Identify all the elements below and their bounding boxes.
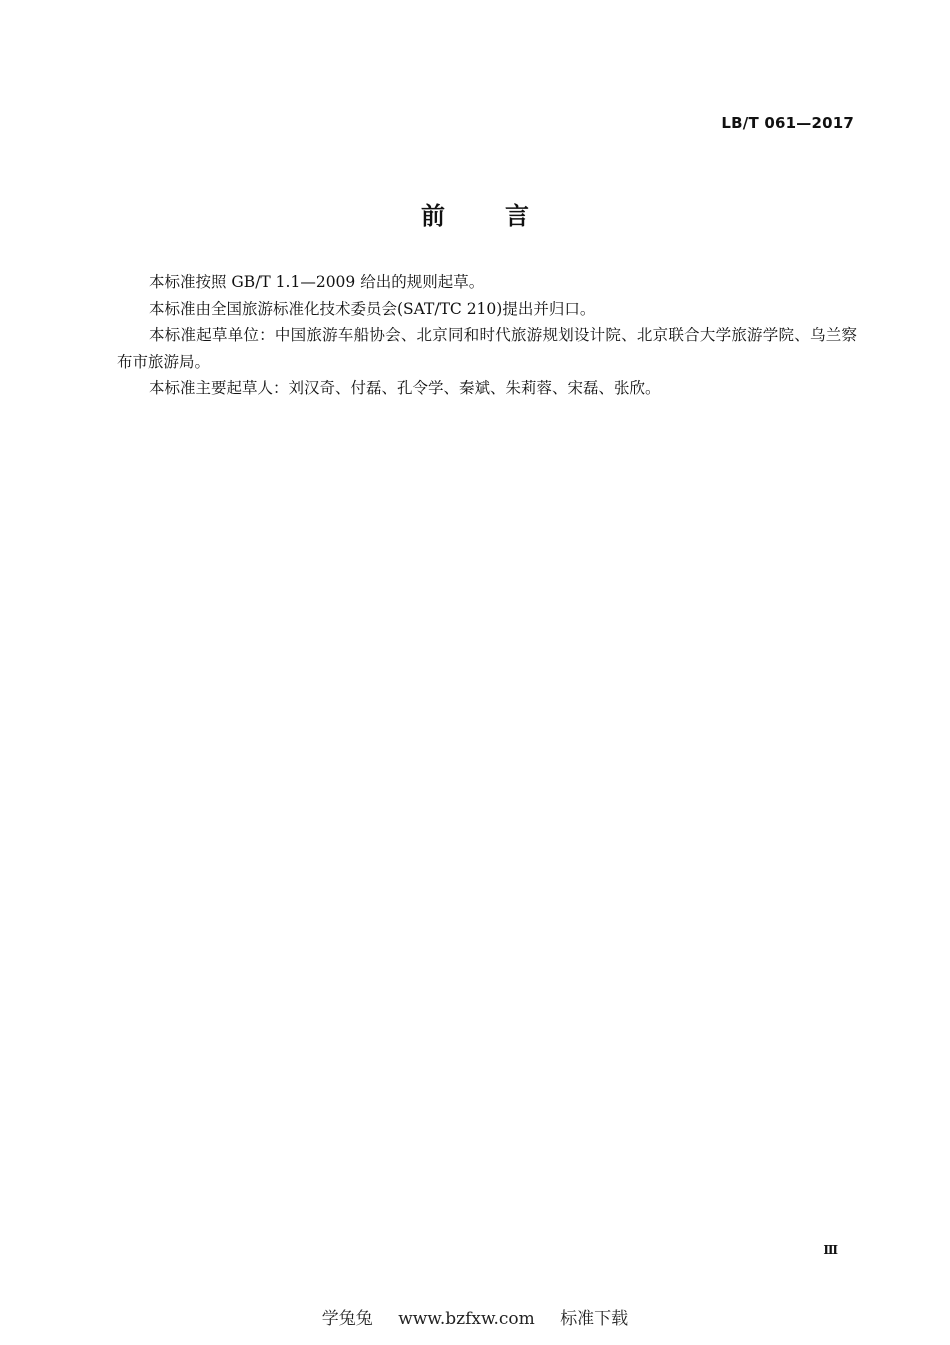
paragraph-drafters: 本标准主要起草人：刘汉奇、付磊、孔令学、秦斌、朱莉蓉、宋磊、张欣。	[149, 379, 661, 397]
watermark-site-name: 学兔兔	[321, 1309, 373, 1329]
watermark-url: www.bzfxw.com	[398, 1309, 535, 1329]
paragraph-drafting-units: 本标准起草单位：中国旅游车船协会、北京同和时代旅游规划设计院、北京联合大学旅游学院、乌兰察布市旅游局。	[117, 326, 857, 371]
watermark-label: 标准下载	[560, 1309, 629, 1329]
paragraph-drafting-rules: 本标准按照 GB/T 1.1—2009 给出的规则起草。	[149, 273, 485, 291]
standard-code: LB/T 061—2017	[721, 114, 854, 132]
paragraph-proposer: 本标准由全国旅游标准化技术委员会(SAT/TC 210)提出并归口。	[149, 299, 596, 318]
page-number: Ⅲ	[823, 1243, 838, 1257]
watermark-footer	[0, 1304, 950, 1329]
foreword-body	[117, 269, 857, 402]
page-title: 前言	[421, 202, 589, 230]
